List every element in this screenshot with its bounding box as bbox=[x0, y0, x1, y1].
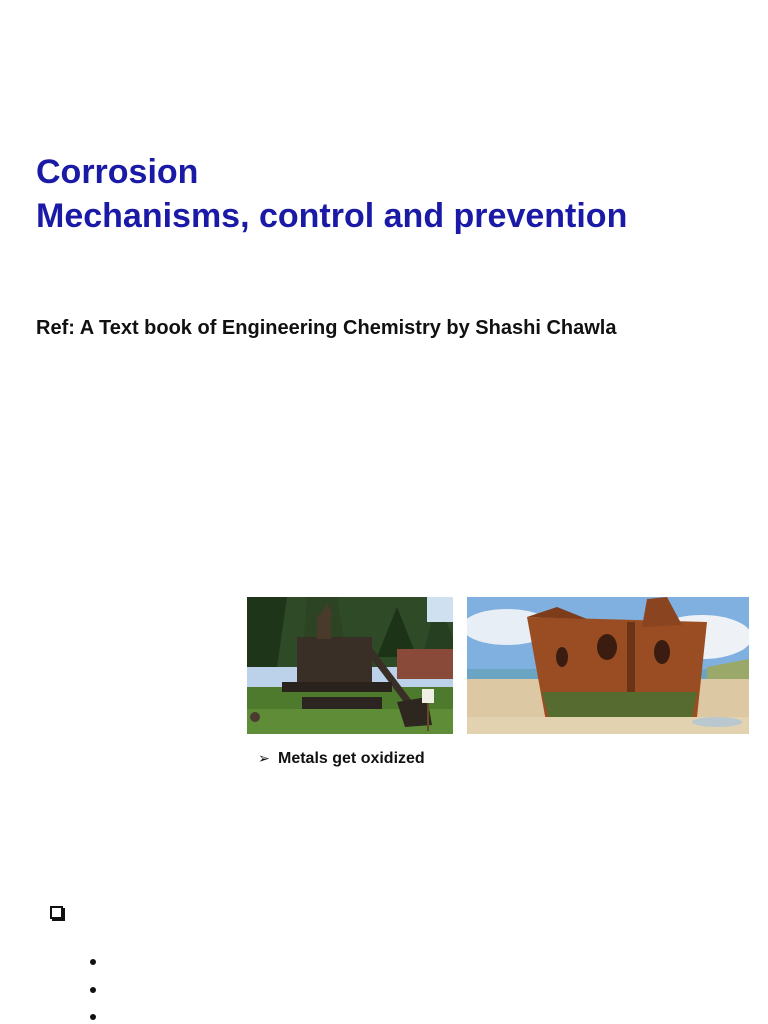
arrow-bullet-icon: ➢ bbox=[258, 750, 270, 766]
bullet-dot-1 bbox=[90, 959, 96, 965]
title-line-2: Mechanisms, control and prevention bbox=[36, 197, 628, 235]
slide-title bbox=[36, 150, 761, 238]
checkbox-bullet-icon bbox=[50, 906, 63, 919]
caption-text: Metals get oxidized bbox=[278, 750, 425, 767]
title-line-1: Corrosion bbox=[36, 153, 199, 191]
figure-caption bbox=[258, 750, 425, 768]
bullet-dot-2 bbox=[90, 987, 96, 993]
rusty-shipwreck-photo bbox=[467, 597, 749, 734]
rusty-excavator-photo bbox=[247, 597, 453, 734]
bullet-dot-3 bbox=[90, 1014, 96, 1020]
reference-text: Ref: A Text book of Engineering Chemistry by Shashi Chawla bbox=[36, 317, 617, 339]
